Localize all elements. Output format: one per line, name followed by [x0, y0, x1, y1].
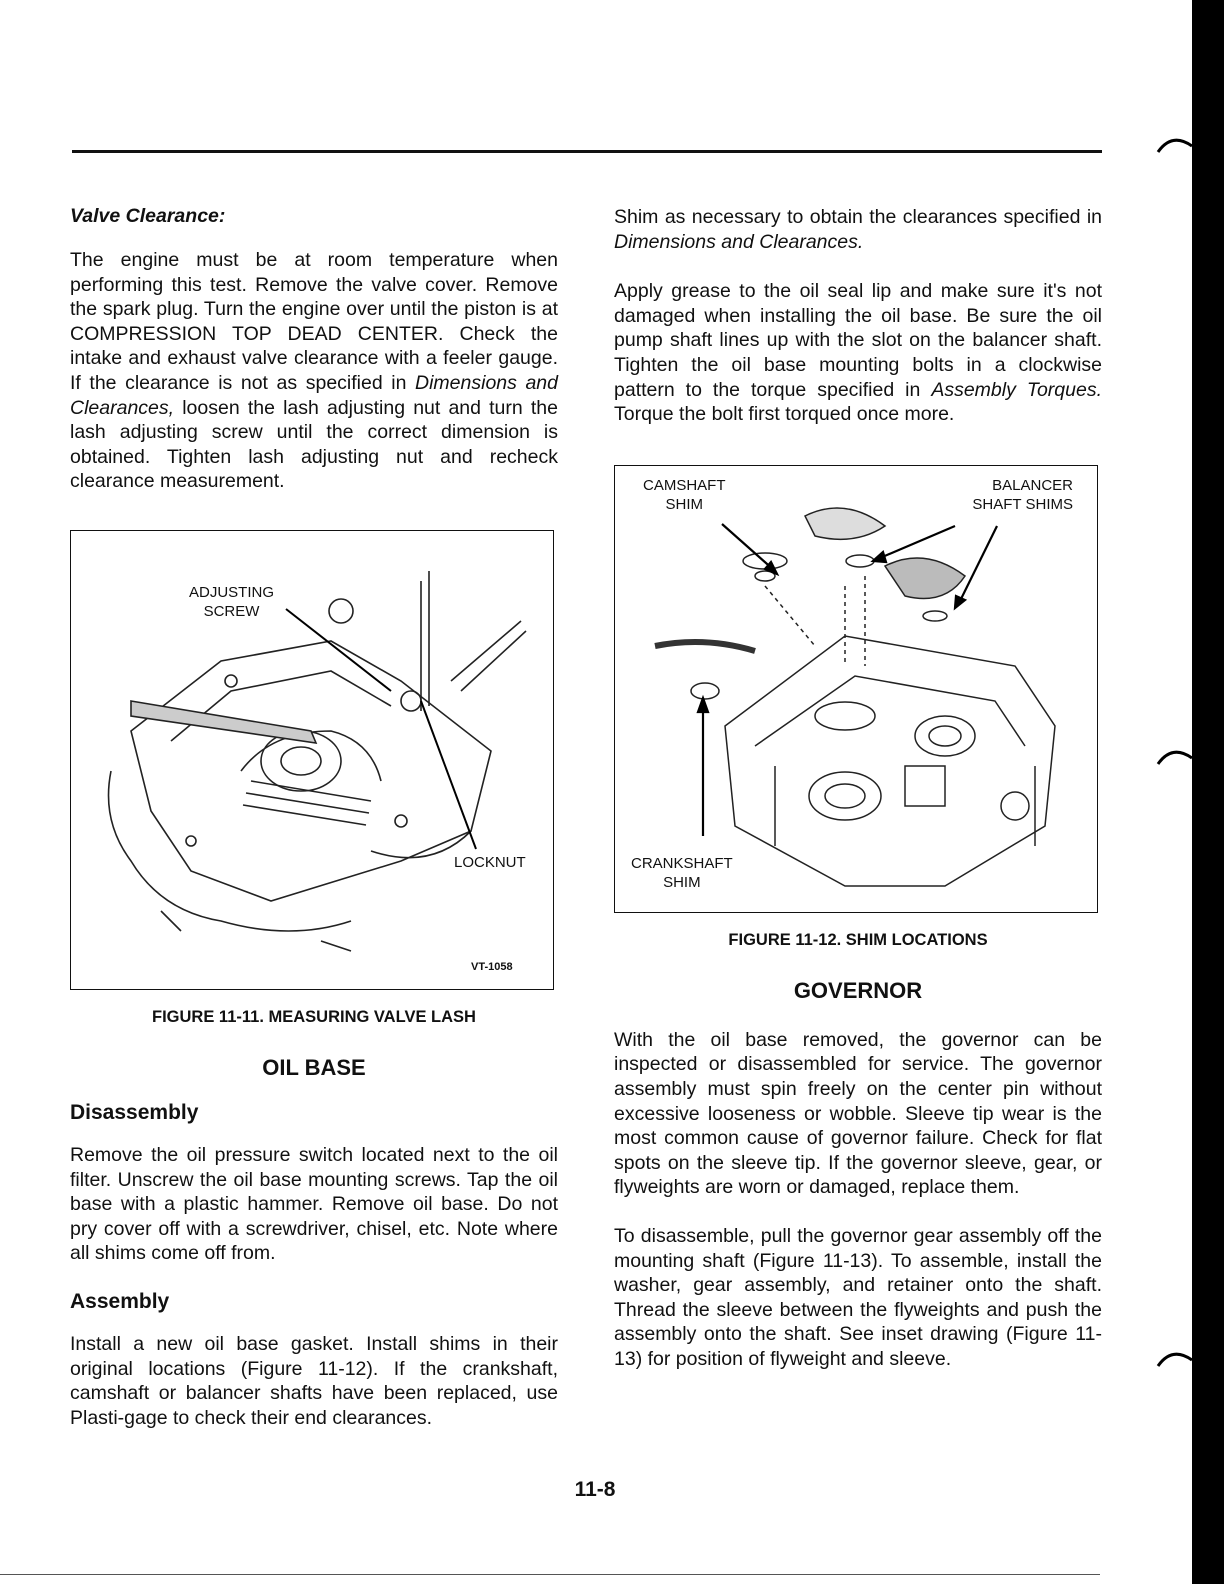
governor-title: GOVERNOR [793, 977, 923, 1003]
balancer-shaft-shims-label: BALANCER SHAFT SHIMS [972, 476, 1073, 513]
binder-hole-mark [1154, 128, 1194, 168]
figure-11-12 [614, 465, 1098, 913]
header-rule [72, 150, 1102, 153]
valve-lash-illustration [71, 531, 553, 989]
adjusting-screw-label: ADJUSTING SCREW [189, 583, 275, 620]
page-number: 11-8 [574, 1478, 616, 1501]
assembly-text: Install a new oil base gasket. Install shims in their original locations (Figure 11-12). If the crankshaft, camshaft or balancer shafts have been replaced, use Plasti-gage to check their end clearances. [70, 1332, 558, 1429]
governor-text-1: With the oil base removed, the governor can be inspected or disassembled for service. The governor assembly must spin freely on the center pin without excessive looseness or wobble. Sleeve tip wear is the most common cause of governor failure. Check for flat spots on the sleeve tip. If the governor sleeve, gear, or flyweights are worn or damaged, replace them. [614, 1028, 1102, 1199]
shim-text: Shim as necessary to obtain the clearances specified in Dimensions and Clearances. [614, 206, 1102, 253]
disassembly-heading: Disassembly [70, 1100, 199, 1124]
figure-11-11 [70, 530, 554, 990]
crankshaft-shim-label: CRANKSHAFT SHIM [631, 854, 733, 891]
oil-base-title: OIL BASE [262, 1054, 366, 1080]
governor-text-2: To disassemble, pull the governor gear assembly off the mounting shaft (Figure 11-13). To assemble, install the washer, gear assembly, and retainer onto the shaft. Thread the sleeve between the flyweights and push the assembly onto the shaft. See inset drawing (Figure 11-13) for position of flyweight and sleeve. [614, 1224, 1102, 1370]
footer-rule [0, 1574, 1100, 1575]
figure-11-12-caption: FIGURE 11-12. SHIM LOCATIONS [728, 930, 988, 949]
disassembly-text: Remove the oil pressure switch located next to the oil filter. Unscrew the oil base mounting screws. Tap the oil base with a plastic hammer. Remove oil base. Do not pry cover off with a screwdriver, chisel, etc. Note where all shims come off from. [70, 1143, 558, 1265]
figure-code: VT-1058 [471, 960, 513, 973]
binder-hole-mark [1154, 740, 1194, 780]
valve-clearance-heading: Valve Clearance: [70, 205, 226, 227]
grease-text: Apply grease to the oil seal lip and make sure it's not damaged when installing the oil base. Be sure the oil pump shaft lines up with the slot on the balancer shaft. Tighten the oil base mounting bolts in a clockwise pattern to the torque specified in Assembly Torques. Torque the bolt first torqued once more. [614, 280, 1102, 426]
figure-11-11-caption: FIGURE 11-11. MEASURING VALVE LASH [152, 1007, 476, 1026]
left-column [70, 205, 558, 1430]
right-column [614, 205, 1102, 1371]
locknut-label: LOCKNUT [454, 853, 526, 871]
shim-locations-illustration [615, 466, 1097, 912]
assembly-heading: Assembly [70, 1289, 170, 1313]
valve-clearance-text: The engine must be at room temperature when performing this test. Remove the valve cover. Remove the spark plug. Turn the engine over until the piston is at COMPRESSION TOP DEAD CENTER. Check the intake and exhaust valve clearance with a feeler gauge. If the clearance is not as specified in Dimensions and Clearances, loosen the lash adjusting nut and turn the lash adjusting screw until the correct dimension is obtained. Tighten lash adjusting nut and recheck clearance measurement. [70, 249, 558, 493]
camshaft-shim-label: CAMSHAFT SHIM [643, 476, 726, 513]
binder-hole-mark [1154, 1342, 1194, 1382]
scan-edge-bar [1192, 0, 1224, 1584]
